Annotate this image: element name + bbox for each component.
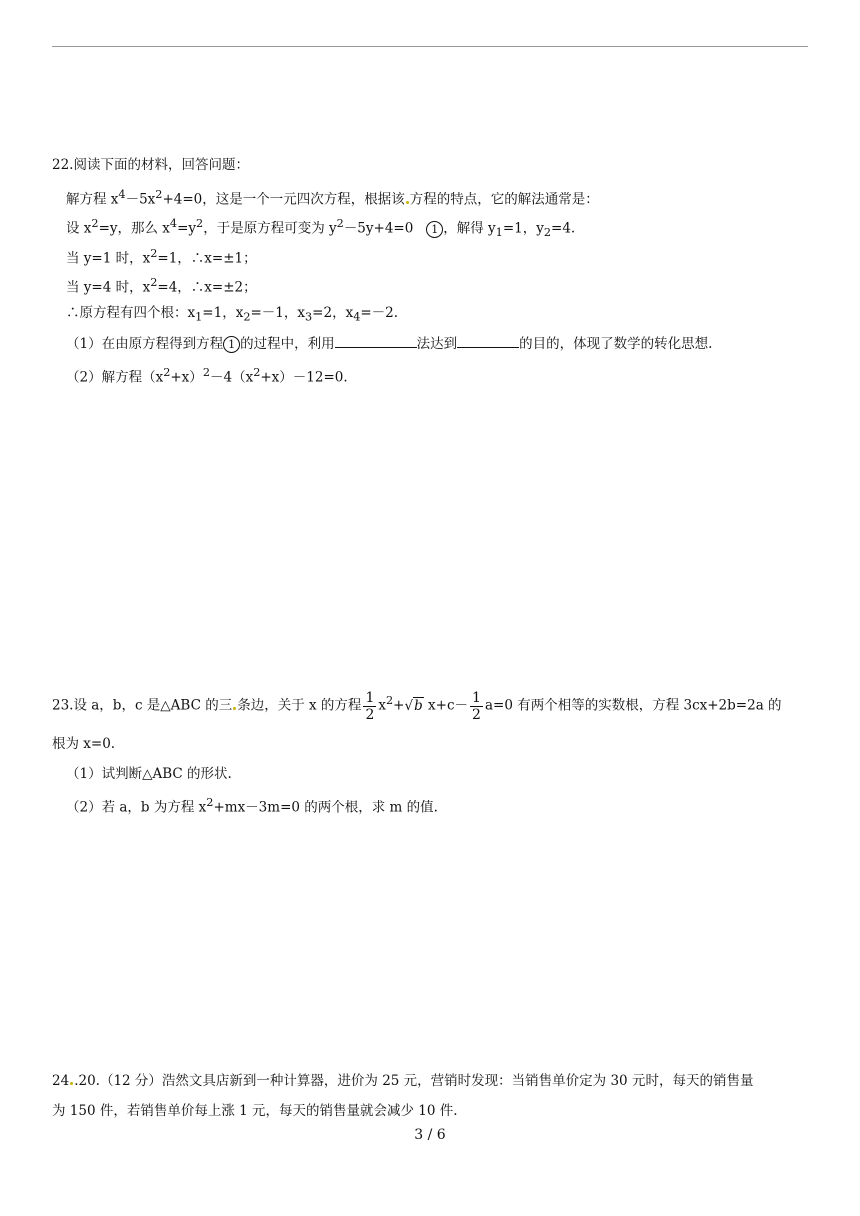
q22-title: 22.阅读下面的材料，回答问题： [52,157,249,173]
fraction-half: $\frac{1}{2}$ [365,689,375,723]
page-number: 3 / 6 [414,1127,446,1143]
circled-one-icon: 1 [426,221,443,238]
mark-dot [70,1082,73,1085]
q23-part1: （1）试判断△ABC 的形状. [66,766,232,782]
sqrt-b: √b [404,697,423,714]
q24-line2: 为 150 件，若销售单价每上涨 1 元，每天的销售量就会减少 10 件. [52,1103,458,1119]
circled-one-icon: 1 [223,336,240,353]
header-rule [52,46,808,47]
q23-part2: （2）若 a，b 为方程 $x^2+mx-3m=0$ 的两个根，求 m 的值. [66,796,438,816]
answer-blank-1[interactable] [335,333,417,348]
answer-blank-2[interactable] [457,333,519,348]
q24-line1: 24 .20.（12 分）浩然文具店新到一种计算器，进价为 25 元，营销时发现：当销售单价定为 30 元时，每天的销售量 [52,1073,754,1089]
fraction-half: $\frac{1}{2}$ [472,689,481,723]
q22-line2: 设 $x^2=y$，那么 $x^4=y^2$，于是原方程可变为 $y^2-5y+4=0$ 1 ，解得 $y_1=1$，$y_2=4$. [66,217,576,240]
q22-line4: 当 y=4 时，$x^2=4$，∴x=±2； [66,276,257,296]
q23-line2: 根为 x=0. [52,736,116,752]
q22-part2: （2）解方程$(x^2+x)^2-4(x^2+x)-12=0$. [66,366,348,386]
mark-dot [233,707,236,710]
q23-line1: 23.设 a，b，c 是△ABC 的三 条边，关于 x 的方程 $\frac{1}{2}$ $x^2+√b$ x+c－ $\frac{1}{2}$ a=0 有两个相等的实数根，方程 3cx+2b=2a 的 [52,680,782,727]
q22-line1: 解方程 $x^4-5x^2+4=0$，这是一个一元四次方程，根据该 方程的特点，它的解法通常是： [66,188,599,208]
q22-line3: 当 y=1 时，$x^2=1$，∴x=±1； [66,247,257,267]
q22-line5: ∴原方程有四个根：$x_1=1$，$x_2=-1$，$x_3=2$，$x_4=-2$. [66,305,399,324]
q22-part1: （1）在由原方程得到方程 1 的过程中，利用 法达到 的目的，体现了数学的转化思想. [66,333,712,353]
mark-dot [406,201,409,204]
